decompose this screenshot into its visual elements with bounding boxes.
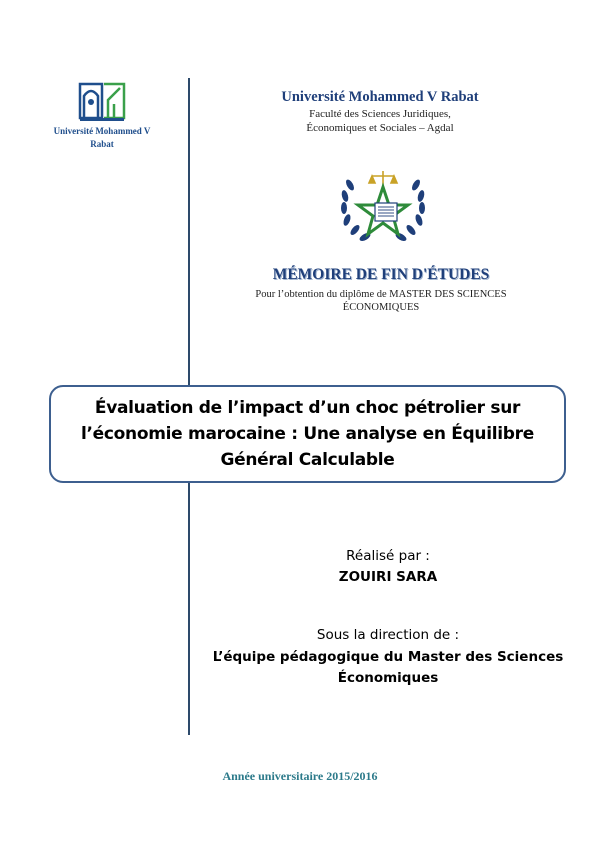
memoire-subtitle-line-1: Pour l’obtention du diplôme de MASTER DES SCIENCES	[255, 289, 507, 300]
direction-line-1: L’équipe pédagogique du Master des Sciences	[212, 649, 564, 665]
academic-year: Année universitaire 2015/2016	[222, 769, 378, 783]
vertical-rule-bottom	[188, 483, 190, 735]
direction-line-2: Économiques	[337, 670, 439, 686]
memoire-title: MÉMOIRE DE FIN D'ÉTUDES	[272, 266, 490, 283]
logo-caption: Université Mohammed V Rabat	[53, 126, 151, 149]
university-logo-icon	[78, 80, 126, 124]
author-name: ZOUIRI SARA	[338, 569, 438, 585]
thesis-title-line-2: l’économie marocaine : Une analyse en Équilibre	[80, 424, 534, 444]
thesis-title	[61, 395, 554, 473]
thesis-title-line-3: Général Calculable	[220, 450, 395, 470]
direction-label: Sous la direction de :	[316, 627, 460, 643]
faculty-line-1: Faculté des Sciences Juridiques,	[309, 108, 451, 120]
memoire-subtitle-line-2: ÉCONOMIQUES	[342, 302, 420, 313]
thesis-title-box	[49, 385, 566, 483]
national-emblem-icon	[336, 165, 430, 247]
author-label: Réalisé par :	[346, 548, 430, 564]
memoire-subtitle	[220, 288, 542, 314]
thesis-title-line-1: Évaluation de l’impact d’un choc pétrolier sur	[94, 398, 521, 418]
university-name: Université Mohammed V Rabat	[281, 89, 479, 105]
vertical-rule-top	[188, 78, 190, 386]
faculty-name	[230, 107, 530, 135]
faculty-line-2: Économiques et Sociales – Agdal	[306, 122, 454, 134]
direction-value	[200, 647, 576, 689]
